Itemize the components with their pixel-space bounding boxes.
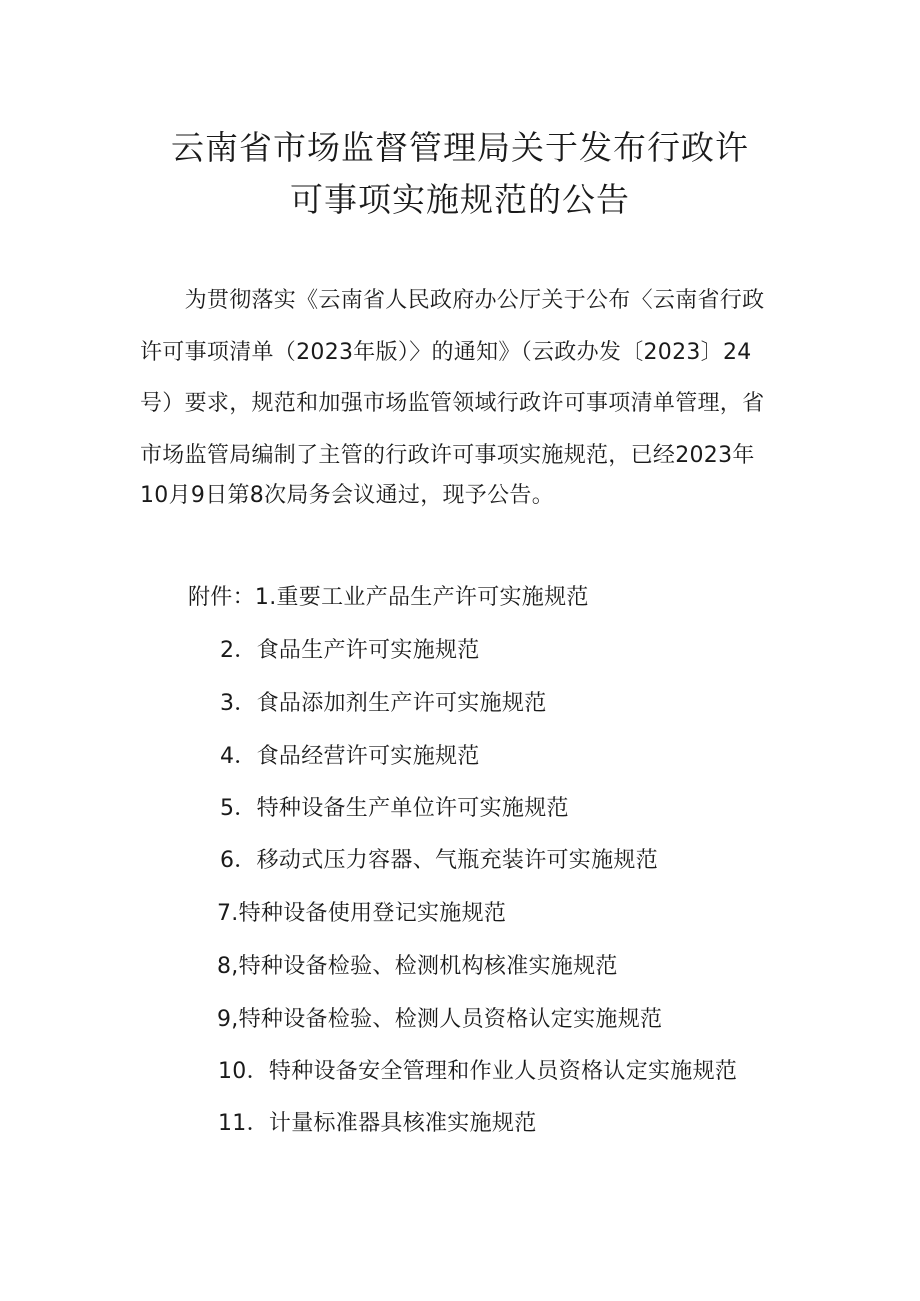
attachment-item-10: 10．特种设备安全管理和作业人员资格认定实施规范	[218, 1059, 738, 1084]
attachment-item-9: 9,特种设备检验、检测人员资格认定实施规范	[217, 1007, 663, 1032]
document-title-line-2: 可事项实施规范的公告	[290, 180, 630, 219]
attachment-item-11: 11．计量标准器具核准实施规范	[218, 1111, 537, 1136]
body-paragraph-line-3: 号）要求，规范和加强市场监管领域行政许可事项清单管理，省	[140, 391, 765, 416]
attachment-item-7: 7.特种设备使用登记实施规范	[217, 901, 507, 926]
attachment-list-header	[188, 580, 589, 611]
attachment-item-8: 8,特种设备检验、检测机构核准实施规范	[217, 954, 618, 979]
body-paragraph-line-5: 10月9日第8次局务会议通过，现予公告。	[140, 483, 554, 508]
body-paragraph-line-2: 许可事项清单（2023年版）〉的通知》（云政办发〔2023〕24	[140, 340, 752, 365]
body-paragraph-line-4: 市场监管局编制了主管的行政许可事项实施规范，已经2023年	[140, 443, 755, 468]
attachment-item-3: 3．食品添加剂生产许可实施规范	[220, 691, 547, 716]
attachment-label: 附件：	[188, 585, 255, 610]
attachment-item-2: 2．食品生产许可实施规范	[220, 638, 480, 663]
attachment-item-6: 6．移动式压力容器、气瓶充装许可实施规范	[220, 848, 658, 873]
document-title-line-1: 云南省市场监督管理局关于发布行政许	[171, 128, 749, 167]
attachment-item-4: 4．食品经营许可实施规范	[220, 744, 480, 769]
attachment-item-5: 5．特种设备生产单位许可实施规范	[220, 796, 569, 821]
attachment-item-1: 1.重要工业产品生产许可实施规范	[254, 585, 589, 610]
body-paragraph-line-1: 为贯彻落实《云南省人民政府办公厅关于公布〈云南省行政	[140, 288, 765, 313]
